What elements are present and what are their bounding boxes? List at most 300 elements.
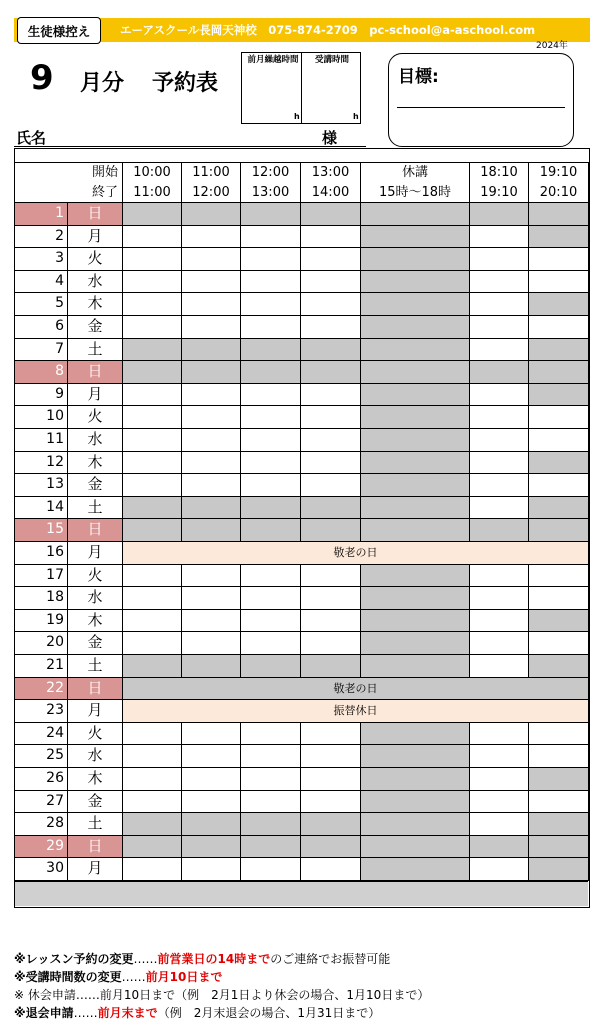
time-slot-cell[interactable] [470,813,529,836]
time-slot-cell[interactable] [182,429,241,452]
note-text: 前月末まで [97,1006,158,1020]
prev-hours-unit: h [294,112,300,121]
day-number: 30 [15,858,68,881]
time-slot-cell[interactable] [470,768,529,791]
day-of-week: 金 [68,316,123,339]
time-slot-cell[interactable] [301,271,361,294]
note-text: 前営業日の14時まで [157,952,271,966]
column-end-time: 19:10 [470,183,529,203]
time-slot-cell[interactable] [361,271,470,294]
time-slot-cell[interactable] [529,406,589,429]
time-slot-cell[interactable] [529,745,589,768]
footer-row [15,881,588,906]
time-slot-cell[interactable] [301,655,361,678]
day-number: 6 [15,316,68,339]
time-slot-cell[interactable] [361,203,470,226]
time-slot-cell[interactable] [241,836,301,859]
column-end-time: 11:00 [123,183,182,203]
time-slot-cell[interactable] [361,723,470,746]
day-of-week: 金 [68,474,123,497]
day-of-week: 日 [68,836,123,859]
time-slot-cell[interactable] [470,655,529,678]
time-slot-cell[interactable] [241,361,301,384]
copy-tag: 生徒様控え [17,17,101,44]
time-slot-cell[interactable] [301,519,361,542]
time-slot-cell[interactable] [182,384,241,407]
note-text: …… [133,952,158,966]
note-text: …… [121,970,146,984]
time-slot-cell[interactable] [123,587,182,610]
time-slot-cell[interactable] [529,791,589,814]
time-slot-cell[interactable] [529,565,589,588]
time-slot-cell[interactable] [301,429,361,452]
time-slot-cell[interactable] [470,316,529,339]
year-label: 2024年 [536,41,568,51]
time-slot-cell[interactable] [470,361,529,384]
time-slot-cell[interactable] [529,271,589,294]
taken-hours-label: 受講時間 [314,55,349,65]
time-slot-cell[interactable] [529,768,589,791]
day-number: 10 [15,406,68,429]
note-text: ※ 休会申請……前月10日まで（例 2月1日より休会の場合、1月10日まで） [14,988,430,1002]
day-number: 28 [15,813,68,836]
time-slot-cell[interactable] [361,813,470,836]
time-slot-cell[interactable] [529,474,589,497]
school-contact-line: エーアスクール長岡天神校 075-874-2709 pc-school@a-aschool.com [120,23,536,37]
day-number: 13 [15,474,68,497]
time-slot-cell[interactable] [470,791,529,814]
name-line [14,146,366,147]
day-of-week: 水 [68,271,123,294]
time-slot-cell[interactable] [241,813,301,836]
time-slot-cell[interactable] [241,565,301,588]
day-number: 23 [15,700,68,723]
time-slot-cell[interactable] [241,791,301,814]
note-text: ※受講時間数の変更 [14,970,122,984]
time-slot-cell[interactable] [241,429,301,452]
holiday-label: 振替休日 [123,700,589,723]
time-slot-cell[interactable] [301,858,361,881]
column-start-time: 13:00 [301,163,361,183]
time-slot-cell[interactable] [301,745,361,768]
day-of-week: 土 [68,497,123,520]
day-of-week: 日 [68,203,123,226]
name-label: 氏名 [16,129,47,147]
time-slot-cell[interactable] [361,474,470,497]
time-slot-cell[interactable] [361,565,470,588]
time-slot-cell[interactable] [529,610,589,633]
day-number: 4 [15,271,68,294]
time-slot-cell[interactable] [470,474,529,497]
time-slot-cell[interactable] [301,791,361,814]
time-slot-cell[interactable] [123,452,182,475]
hours-box [241,52,361,124]
note-text: ※レッスン予約の変更 [14,952,134,966]
day-number: 7 [15,339,68,362]
day-number: 5 [15,293,68,316]
time-slot-cell[interactable] [182,745,241,768]
time-slot-cell[interactable] [182,497,241,520]
time-slot-cell[interactable] [123,565,182,588]
day-number: 14 [15,497,68,520]
title-month: 9 [30,58,54,98]
time-slot-cell[interactable] [123,316,182,339]
time-slot-cell[interactable] [182,768,241,791]
day-of-week: 月 [68,858,123,881]
day-number: 3 [15,248,68,271]
time-slot-cell[interactable] [241,226,301,249]
time-slot-cell[interactable] [241,293,301,316]
time-slot-cell[interactable] [470,723,529,746]
time-slot-cell[interactable] [470,248,529,271]
time-slot-cell[interactable] [123,226,182,249]
time-slot-cell[interactable] [241,745,301,768]
time-slot-cell[interactable] [361,293,470,316]
time-slot-cell[interactable] [470,836,529,859]
time-slot-cell[interactable] [301,474,361,497]
time-slot-cell[interactable] [301,632,361,655]
day-number: 16 [15,542,68,565]
time-slot-cell[interactable] [470,226,529,249]
time-slot-cell[interactable] [182,293,241,316]
note-text: のご連絡でお振替可能 [270,952,391,966]
time-slot-cell[interactable] [529,655,589,678]
time-slot-cell[interactable] [123,632,182,655]
note-line [14,1004,429,1022]
time-slot-cell[interactable] [182,271,241,294]
time-slot-cell[interactable] [241,858,301,881]
taken-hours-unit: h [353,112,359,121]
time-slot-cell[interactable] [470,271,529,294]
time-slot-cell[interactable] [301,293,361,316]
header-start-label: 開始 [15,163,123,183]
time-slot-cell[interactable] [470,519,529,542]
time-slot-cell[interactable] [123,519,182,542]
time-slot-cell[interactable] [361,632,470,655]
day-of-week: 土 [68,655,123,678]
time-slot-cell[interactable] [301,813,361,836]
day-number: 22 [15,678,68,701]
time-slot-cell[interactable] [529,836,589,859]
time-slot-cell[interactable] [241,655,301,678]
day-number: 19 [15,610,68,633]
time-slot-cell[interactable] [241,610,301,633]
time-slot-cell[interactable] [301,203,361,226]
time-slot-cell[interactable] [241,384,301,407]
time-slot-cell[interactable] [123,339,182,362]
time-slot-cell[interactable] [301,497,361,520]
time-slot-cell[interactable] [182,587,241,610]
day-of-week: 金 [68,791,123,814]
time-slot-cell[interactable] [470,339,529,362]
time-slot-cell[interactable] [470,858,529,881]
day-of-week: 火 [68,406,123,429]
time-slot-cell[interactable] [123,497,182,520]
time-slot-cell[interactable] [123,384,182,407]
time-slot-cell[interactable] [301,610,361,633]
time-slot-cell[interactable] [361,519,470,542]
day-number: 29 [15,836,68,859]
column-start-time: 12:00 [241,163,301,183]
column-start-time: 19:10 [529,163,589,183]
time-slot-cell[interactable] [182,519,241,542]
time-slot-cell[interactable] [361,384,470,407]
title-name: 予約表 [152,71,219,96]
time-slot-cell[interactable] [529,452,589,475]
time-slot-cell[interactable] [361,587,470,610]
time-slot-cell[interactable] [241,203,301,226]
time-slot-cell[interactable] [301,565,361,588]
time-slot-cell[interactable] [529,339,589,362]
note-text: ※退会申請 [14,1006,74,1020]
day-of-week: 木 [68,610,123,633]
time-slot-cell[interactable] [182,791,241,814]
time-slot-cell[interactable] [529,497,589,520]
time-slot-cell[interactable] [123,745,182,768]
time-slot-cell[interactable] [182,813,241,836]
day-of-week: 月 [68,542,123,565]
note-line [14,968,429,986]
time-slot-cell[interactable] [301,587,361,610]
time-slot-cell[interactable] [529,316,589,339]
time-slot-cell[interactable] [241,474,301,497]
time-slot-cell[interactable] [470,293,529,316]
note-line [14,986,429,1004]
time-slot-cell[interactable] [241,723,301,746]
time-slot-cell[interactable] [241,248,301,271]
column-end-time: 20:10 [529,183,589,203]
note-text: 前月10日まで [145,970,223,984]
time-slot-cell[interactable] [182,361,241,384]
time-slot-cell[interactable] [301,723,361,746]
goal-line [397,107,565,108]
time-slot-cell[interactable] [241,316,301,339]
time-slot-cell[interactable] [529,587,589,610]
day-of-week: 木 [68,452,123,475]
time-slot-cell[interactable] [529,226,589,249]
time-slot-cell[interactable] [301,384,361,407]
time-slot-cell[interactable] [529,519,589,542]
time-slot-cell[interactable] [361,768,470,791]
time-slot-cell[interactable] [361,791,470,814]
time-slot-cell[interactable] [182,858,241,881]
time-slot-cell[interactable] [182,565,241,588]
header-end-label: 終了 [15,183,123,203]
time-slot-cell[interactable] [470,565,529,588]
time-slot-cell[interactable] [361,406,470,429]
time-slot-cell[interactable] [361,836,470,859]
column-end-time: 14:00 [301,183,361,203]
day-of-week: 木 [68,768,123,791]
time-slot-cell[interactable] [301,768,361,791]
day-number: 20 [15,632,68,655]
day-number: 11 [15,429,68,452]
day-number: 12 [15,452,68,475]
time-slot-cell[interactable] [529,203,589,226]
time-slot-cell[interactable] [182,723,241,746]
day-of-week: 火 [68,248,123,271]
time-slot-cell[interactable] [361,316,470,339]
day-number: 24 [15,723,68,746]
time-slot-cell[interactable] [123,723,182,746]
time-slot-cell[interactable] [123,610,182,633]
time-slot-cell[interactable] [182,203,241,226]
time-slot-cell[interactable] [123,474,182,497]
time-slot-cell[interactable] [123,768,182,791]
time-slot-cell[interactable] [241,519,301,542]
time-slot-cell[interactable] [182,632,241,655]
time-slot-cell[interactable] [182,610,241,633]
time-slot-cell[interactable] [123,248,182,271]
time-slot-cell[interactable] [361,429,470,452]
time-slot-cell[interactable] [301,226,361,249]
time-slot-cell[interactable] [182,655,241,678]
day-number: 21 [15,655,68,678]
time-slot-cell[interactable] [241,587,301,610]
time-slot-cell[interactable] [361,452,470,475]
time-slot-cell[interactable] [529,293,589,316]
day-of-week: 日 [68,361,123,384]
time-slot-cell[interactable] [529,632,589,655]
notes [14,950,429,1022]
time-slot-cell[interactable] [123,791,182,814]
day-of-week: 水 [68,429,123,452]
day-number: 15 [15,519,68,542]
day-of-week: 火 [68,723,123,746]
prev-hours-label: 前月繰越時間 [247,55,299,65]
time-slot-cell[interactable] [361,610,470,633]
note-text: （例 2月末退会の場合、1月31日まで） [157,1006,381,1020]
day-number: 8 [15,361,68,384]
time-slot-cell[interactable] [182,406,241,429]
column-end-time: 15時～18時 [361,183,470,203]
time-slot-cell[interactable] [241,339,301,362]
time-slot-cell[interactable] [470,384,529,407]
day-number: 9 [15,384,68,407]
day-number: 26 [15,768,68,791]
time-slot-cell[interactable] [123,406,182,429]
day-number: 17 [15,565,68,588]
time-slot-cell[interactable] [301,316,361,339]
column-start-time: 18:10 [470,163,529,183]
day-number: 27 [15,791,68,814]
time-slot-cell[interactable] [470,429,529,452]
time-slot-cell[interactable] [529,813,589,836]
name-suffix: 様 [322,129,338,147]
time-slot-cell[interactable] [182,339,241,362]
time-slot-cell[interactable] [182,316,241,339]
time-slot-cell[interactable] [470,610,529,633]
column-start-time: 10:00 [123,163,182,183]
time-slot-cell[interactable] [361,339,470,362]
time-slot-cell[interactable] [241,497,301,520]
time-slot-cell[interactable] [361,497,470,520]
time-slot-cell[interactable] [182,474,241,497]
title-month-suffix: 月分 [80,71,125,96]
column-start-time: 休講 [361,163,470,183]
time-slot-cell[interactable] [470,745,529,768]
day-of-week: 土 [68,339,123,362]
day-of-week: 水 [68,745,123,768]
day-of-week: 日 [68,519,123,542]
time-slot-cell[interactable] [361,248,470,271]
time-slot-cell[interactable] [301,836,361,859]
time-slot-cell[interactable] [241,406,301,429]
time-slot-cell[interactable] [529,248,589,271]
time-slot-cell[interactable] [123,271,182,294]
time-slot-cell[interactable] [470,452,529,475]
time-slot-cell[interactable] [123,858,182,881]
time-slot-cell[interactable] [529,361,589,384]
note-line [14,950,429,968]
time-slot-cell[interactable] [182,836,241,859]
time-slot-cell[interactable] [241,452,301,475]
day-of-week: 金 [68,632,123,655]
time-slot-cell[interactable] [361,858,470,881]
day-number: 1 [15,203,68,226]
time-slot-cell[interactable] [301,361,361,384]
time-slot-cell[interactable] [123,429,182,452]
time-slot-cell[interactable] [182,248,241,271]
time-slot-cell[interactable] [361,226,470,249]
time-slot-cell[interactable] [182,452,241,475]
column-start-time: 11:00 [182,163,241,183]
day-of-week: 火 [68,565,123,588]
time-slot-cell[interactable] [361,361,470,384]
day-number: 25 [15,745,68,768]
time-slot-cell[interactable] [301,248,361,271]
column-end-time: 13:00 [241,183,301,203]
time-slot-cell[interactable] [301,406,361,429]
day-of-week: 水 [68,587,123,610]
time-slot-cell[interactable] [529,723,589,746]
day-of-week: 月 [68,384,123,407]
time-slot-cell[interactable] [301,339,361,362]
time-slot-cell[interactable] [123,836,182,859]
time-slot-cell[interactable] [241,768,301,791]
time-slot-cell[interactable] [123,203,182,226]
time-slot-cell[interactable] [123,813,182,836]
time-slot-cell[interactable] [301,452,361,475]
day-of-week: 日 [68,678,123,701]
day-of-week: 木 [68,293,123,316]
top-strip [15,149,589,163]
time-slot-cell[interactable] [529,858,589,881]
time-slot-cell[interactable] [123,655,182,678]
holiday-label: 敬老の日 [123,678,589,701]
time-slot-cell[interactable] [241,632,301,655]
goal-label: 目標: [398,67,439,87]
time-slot-cell[interactable] [470,203,529,226]
day-of-week: 土 [68,813,123,836]
note-text: …… [73,1006,98,1020]
column-end-time: 12:00 [182,183,241,203]
day-number: 18 [15,587,68,610]
time-slot-cell[interactable] [123,293,182,316]
time-slot-cell[interactable] [361,745,470,768]
day-of-week: 月 [68,700,123,723]
time-slot-cell[interactable] [241,271,301,294]
time-slot-cell[interactable] [470,587,529,610]
time-slot-cell[interactable] [470,632,529,655]
time-slot-cell[interactable] [529,429,589,452]
time-slot-cell[interactable] [529,384,589,407]
time-slot-cell[interactable] [361,655,470,678]
time-slot-cell[interactable] [182,226,241,249]
time-slot-cell[interactable] [470,497,529,520]
time-slot-cell[interactable] [123,361,182,384]
time-slot-cell[interactable] [470,406,529,429]
